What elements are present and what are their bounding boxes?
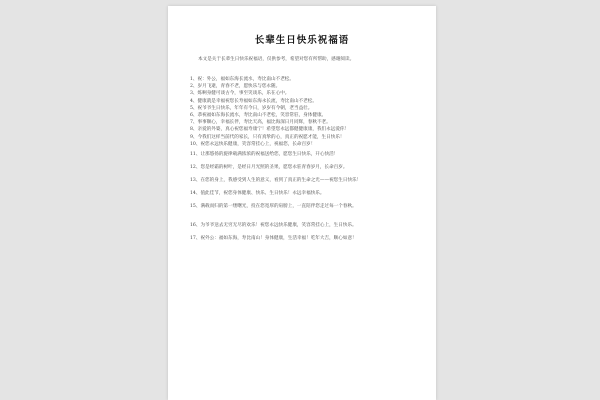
list-item: 14、值此佳节，祝您身体健康、快乐、生日快乐！永远幸福快乐。 bbox=[190, 191, 325, 197]
list-item: 15、满载而归的第一缕曙光，投在您宽厚的肩膀上，一直陪伴您走过每一个春秋。 bbox=[190, 204, 357, 210]
document-intro: 本文是关于长辈生日快乐祝福语，仅供参考，希望对您有所帮助，感谢阅读。 bbox=[198, 57, 355, 62]
list-item: 16、为爷爷送去无穷无尽的欢乐！祝您永远快乐健康，笑容常挂心上，生日快乐。 bbox=[190, 223, 357, 229]
wishes-list bbox=[190, 76, 418, 243]
list-item: 9、今我们这样当前代的家长，只有真挚的心，真正的祝愿才能，生日快乐！ bbox=[190, 134, 345, 140]
list-item: 12、您是经霜的树叶，是经日月光照的圣果，愿您永驻青春岁月，长命百岁。 bbox=[190, 165, 348, 171]
list-item: 17、祝外公：福如东海，寿比南山！身体健康，生活幸福！吃年大吉，顺心如意！ bbox=[190, 236, 357, 242]
list-item: 7、事事顺心，幸福长伴，寿比天高，福比海深日月同辉，春秋不老。 bbox=[190, 120, 331, 126]
list-item: 8、亲爱的外婆，真心祝您福寿康宁！希望您永远都健健康康，我们永远爱你！ bbox=[190, 127, 350, 133]
list-item: 5、祝爷爷生日快乐，年年有今日，岁岁有今朝，老当益壮。 bbox=[190, 105, 313, 111]
list-item: 3、炼啊身健可谈古今，事至笑谈乐，乐在心中。 bbox=[190, 91, 290, 97]
list-item: 2、岁月飞逝，青春不老，愿快乐与您永随。 bbox=[190, 84, 281, 90]
list-item: 6、恭祝福如东海长流水，寿比南山不老松，笑容常驻，身体健康。 bbox=[190, 113, 327, 119]
document-page bbox=[168, 6, 436, 400]
list-item: 11、让那悠扬的旋律载满浓浓的祝福送给您，愿您生日快乐，开心快活！ bbox=[190, 152, 339, 158]
list-item: 4、健康就是幸福祝您长寿福如东海永长流，寿比南山不老松。 bbox=[190, 98, 317, 104]
document-title: 长辈生日快乐祝福语 bbox=[254, 35, 350, 46]
list-item: 13、在您的身上，我感受到人生的意义，看到了真正的生命之光——祝您生日快乐！ bbox=[190, 178, 362, 184]
list-item: 10、祝您永远快乐健康，笑容常挂心上，祝福您，长命百岁！ bbox=[190, 141, 316, 147]
list-item: 1、祝：外公，福如东海长流水，寿比南山不老松。 bbox=[190, 77, 294, 82]
